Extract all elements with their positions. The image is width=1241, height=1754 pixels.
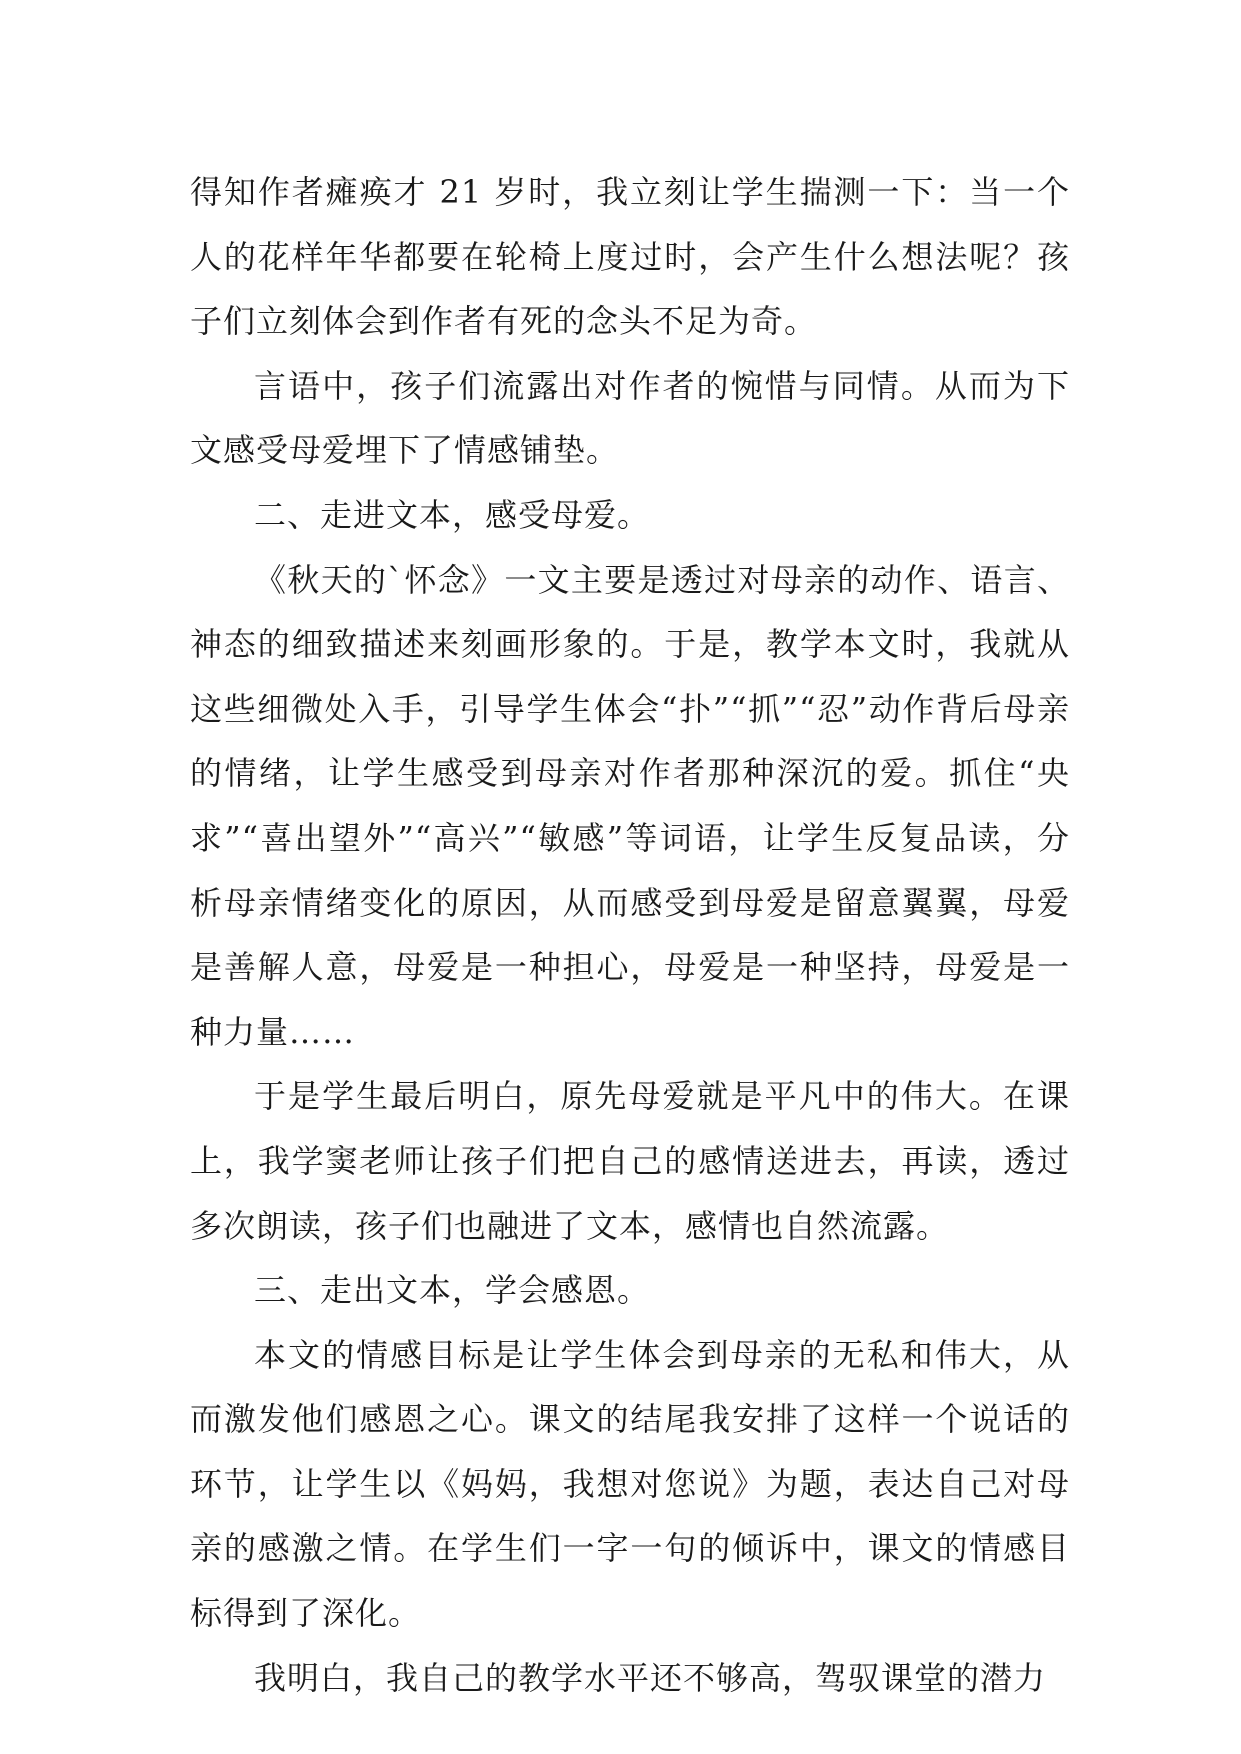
paragraph: 得知作者瘫痪才 21 岁时，我立刻让学生揣测一下：当一个人的花样年华都要在轮椅上度过时，会产生什么想法呢？孩子们立刻体会到作者有死的念头不足为奇。 bbox=[190, 173, 1070, 341]
paragraph: 于是学生最后明白，原先母爱就是平凡中的伟大。在课上，我学窦老师让孩子们把自己的感情送进去，再读，透过多次朗读，孩子们也融进了文本，感情也自然流露。 bbox=[190, 1077, 1070, 1245]
paragraph: 言语中，孩子们流露出对作者的惋惜与同情。从而为下文感受母爱埋下了情感铺垫。 bbox=[190, 366, 1070, 470]
paragraph: 《秋天的`怀念》一文主要是透过对母亲的动作、语言、神态的细致描述来刻画形象的。于是，教学本文时，我就从这些细微处入手，引导学生体会“扑”“抓”“忍”动作背后母亲的情绪，让学生感受到母亲对作者那种深沉的爱。抓住“央求”“喜出望外”“高兴”“敏感”等词语，让学生反复品读，分析母亲情绪变化的原因，从而感受到母爱是留意翼翼，母爱是善解人意，母爱是一种担心，母爱是一种坚持，母爱是一种力量…… bbox=[190, 560, 1070, 1051]
document-body bbox=[190, 160, 1070, 1710]
paragraph: 本文的情感目标是让学生体会到母亲的无私和伟大，从而激发他们感恩之心。课文的结尾我安排了这样一个说话的环节，让学生以《妈妈，我想对您说》为题，表达自己对母亲的感激之情。在学生们一字一句的倾诉中，课文的情感目标得到了深化。 bbox=[190, 1335, 1070, 1633]
section-heading: 二、走进文本，感受母爱。 bbox=[254, 495, 651, 534]
section-heading: 三、走出文本，学会感恩。 bbox=[254, 1271, 651, 1310]
paragraph: 我明白，我自己的教学水平还不够高，驾驭课堂的潜力 bbox=[254, 1658, 1047, 1697]
